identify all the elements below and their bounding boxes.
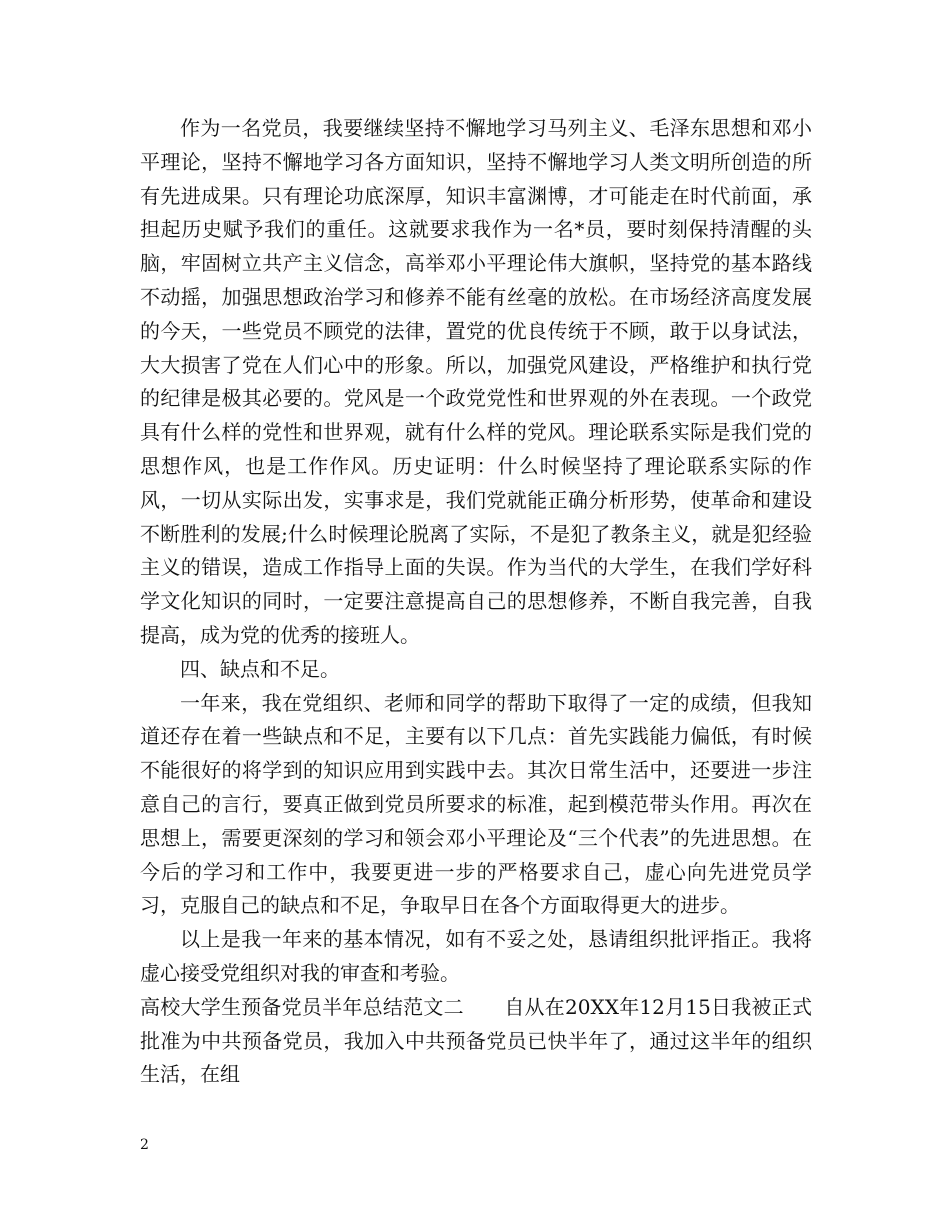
section-heading-shortcomings: 四、缺点和不足。 [180,656,340,681]
sample-two-title: 高校大学生预备党员半年总结范文二 [140,994,464,1019]
sample-two-gap [464,995,504,1019]
paragraph-sample-two [140,991,812,1092]
paragraph-party-member-duty: 作为一名党员，我要继续坚持不懈地学习马列主义、毛泽东思想和邓小平理论，坚持不懈地学习各方面知识，坚持不懈地学习人类文明所创造的所有先进成果。只有理论功底深厚，知识丰富渊博，才可能走在时代前面，承担起历史赋予我们的重任。这就要求我作为一名*员，要时刻保持清醒的头脑，牢固树立共产主义信念，高举邓小平理论伟大旗帜，坚持党的基本路线不动摇，加强思想政治学习和修养不能有丝毫的放松。在市场经济高度发展的今天，一些党员不顾党的法律，置党的优良传统于不顾，敢于以身试法，大大损害了党在人们心中的形象。所以，加强党风建设，严格维护和执行党的纪律是极其必要的。党风是一个政党党性和世界观的外在表现。一个政党具有什么样的党性和世界观，就有什么样的党风。理论联系实际是我们党的思想作风，也是工作作风。历史证明：什么时候坚持了理论联系实际的作风，一切从实际出发，实事求是，我们党就能正确分析形势，使革命和建设不断胜利的发展;什么时候理论脱离了实际，不是犯了教条主义，就是犯经验主义的错误，造成工作指导上面的失误。作为当代的大学生，在我们学好科学文化知识的同时，一定要注意提高自己的思想修养，不断自我完善，自我提高，成为党的优秀的接班人。 [140,116,812,647]
paragraph-conclusion: 以上是我一年来的基本情况，如有不妥之处，恳请组织批评指正。我将虚心接受党组织对我的审查和考验。 [140,927,812,985]
sample-two-body: 自从在20XX年12月15日我被正式批准为中共预备党员，我加入中共预备党员已快半年了，通过这半年的组织生活，在组 [140,994,813,1087]
page-number: 2 [140,1137,149,1153]
paragraph-shortcomings: 一年来，我在党组织、老师和同学的帮助下取得了一定的成绩，但我知道还存在着一些缺点和不足，主要有以下几点：首先实践能力偏低，有时候不能很好的将学到的知识应用到实践中去。其次日常生活中，还要进一步注意自己的言行，要真正做到党员所要求的标准，起到模范带头作用。再次在思想上，需要更深刻的学习和领会邓小平理论及“三个代表”的先进思想。在今后的学习和工作中，我要更进一步的严格要求自己，虚心向先进党员学习，克服自己的缺点和不足，争取早日在各个方面取得更大的进步。 [140,690,812,918]
document-body [140,112,812,1092]
